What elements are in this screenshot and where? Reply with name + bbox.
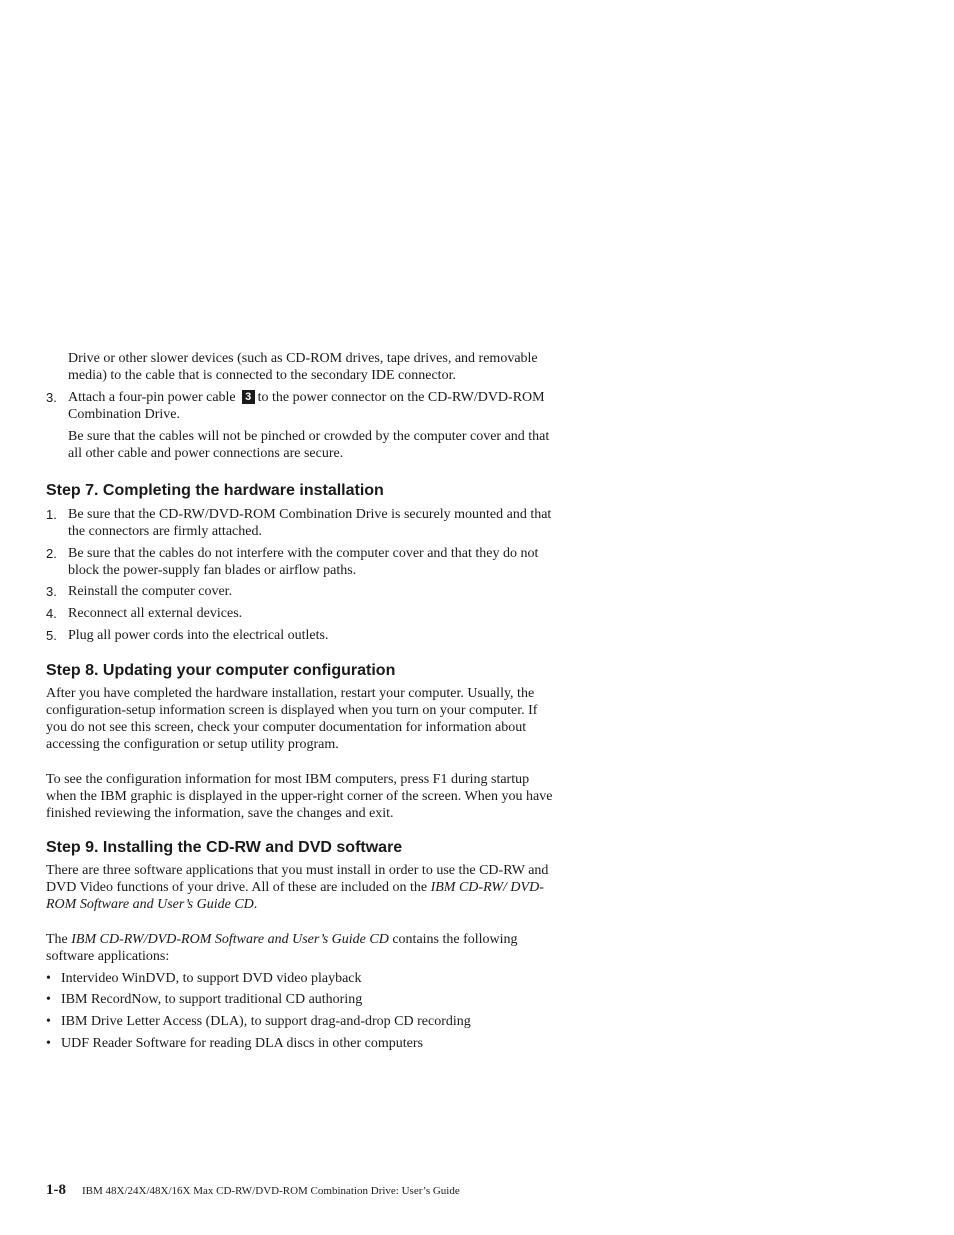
item-text: Plug all power cords into the electrical outlets. — [68, 628, 329, 643]
list-item — [46, 1035, 556, 1052]
step8-heading: Step 8. Updating your computer configuration — [46, 662, 396, 679]
item-text: IBM RecordNow, to support traditional CD authoring — [61, 992, 363, 1007]
list-item — [46, 627, 556, 644]
item-text: Reconnect all external devices. — [68, 606, 243, 621]
list-number: 4. — [46, 606, 57, 621]
step8-paragraph-1: After you have completed the hardware installation, restart your computer. Usually, the configuration-setup information screen is displayed when you turn on your computer. If you do not see this screen, check your computer documentation for information about accessing the configuration or setup utility program. — [46, 686, 538, 752]
list-number: 3. — [46, 584, 57, 599]
step9-paragraph-2 — [46, 931, 556, 965]
book-title: IBM CD-RW/ DVD-ROM Software and User’s Guide CD — [46, 880, 544, 912]
list-item-3 — [46, 389, 556, 423]
item-text: to the power connector on the CD-RW/DVD-ROM Combination Drive. — [68, 390, 545, 422]
page-content — [46, 350, 556, 1052]
footer-title: IBM 48X/24X/48X/16X Max CD-RW/DVD-ROM Combination Drive: User’s Guide — [82, 1185, 460, 1197]
step7-list — [46, 506, 556, 644]
list-number: 3. — [46, 390, 57, 405]
item-text: Be sure that the CD-RW/DVD-ROM Combination Drive is securely mounted and that the connectors are firmly attached. — [68, 507, 552, 539]
step8-paragraph-2: To see the configuration information for most IBM computers, press F1 during startup when the IBM graphic is displayed in the upper-right corner of the screen. When you have finished reviewing the information, save the changes and exit. — [46, 772, 553, 821]
bullet-icon: • — [46, 992, 51, 1007]
item-text: Attach a four-pin power cable — [68, 390, 236, 405]
step9-paragraph-1 — [46, 862, 556, 913]
paragraph-text: contains the following software applications: — [46, 932, 518, 964]
page-footer — [46, 1182, 460, 1199]
item-text: Be sure that the cables do not interfere with the computer cover and that they do not block the power-supply fan blades or airflow paths. — [68, 546, 539, 578]
list-number: 5. — [46, 628, 57, 643]
item-note: Be sure that the cables will not be pinched or crowded by the computer cover and that all other cable and power connections are secure. — [68, 429, 550, 461]
bullet-icon: • — [46, 1014, 51, 1029]
list-item — [46, 583, 556, 600]
item-text: IBM Drive Letter Access (DLA), to support drag-and-drop CD recording — [61, 1014, 471, 1029]
paragraph-text: . — [253, 897, 258, 912]
continuation-paragraph: Drive or other slower devices (such as CD-ROM drives, tape drives, and removable media) to the cable that is connected to the secondary IDE connector. — [68, 351, 538, 383]
bullet-icon: • — [46, 971, 51, 986]
page-number: 1-8 — [46, 1182, 66, 1198]
list-item — [46, 1013, 556, 1030]
list-item — [46, 506, 556, 540]
step9-heading: Step 9. Installing the CD-RW and DVD software — [46, 839, 403, 856]
item-text: Intervideo WinDVD, to support DVD video playback — [61, 971, 362, 986]
paragraph-text: The — [46, 932, 72, 947]
paragraph-text: There are three software applications that you must install in order to use the CD-RW and DVD Video functions of your drive. All of these are included on the — [46, 863, 549, 895]
list-number: 2. — [46, 546, 57, 561]
list-item — [46, 970, 556, 987]
callout-badge: 3 — [242, 390, 255, 404]
item-text: Reinstall the computer cover. — [68, 584, 233, 599]
bullet-icon: • — [46, 1036, 51, 1051]
list-item — [46, 545, 556, 579]
software-list — [46, 970, 556, 1052]
book-title: IBM CD-RW/DVD-ROM Software and User’s Guide CD — [71, 932, 389, 947]
list-item — [46, 605, 556, 622]
list-number: 1. — [46, 507, 57, 522]
list-item — [46, 991, 556, 1008]
step7-heading: Step 7. Completing the hardware installation — [46, 482, 384, 499]
item-text: UDF Reader Software for reading DLA discs in other computers — [61, 1036, 423, 1051]
